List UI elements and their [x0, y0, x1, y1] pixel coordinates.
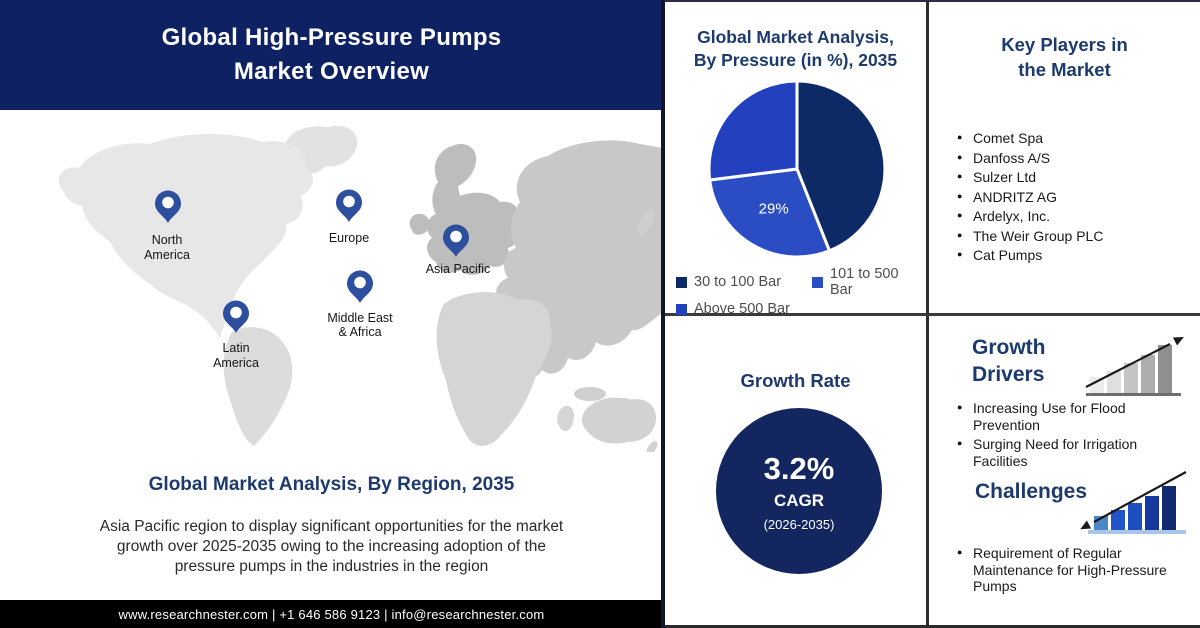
key-players-list	[957, 130, 1187, 267]
legend-item	[676, 266, 812, 298]
list-item: ● Ardelyx, Inc.	[957, 208, 1187, 225]
region-analysis-body: Asia Pacific region to display significant opportunities for the market growth over 2025-2035 owing to the increasing adoption of the pressure pumps in the industries in the region	[99, 518, 564, 575]
icon-bar	[1090, 377, 1104, 393]
list-item: ● Requirement of Regular Maintenance for High-Pressure Pumps	[957, 545, 1177, 595]
legend-label: 101 to 500 Bar	[830, 266, 899, 298]
icon-bar	[1094, 516, 1108, 530]
legend-item	[812, 266, 924, 298]
pie-chart	[692, 64, 902, 274]
continent-north-america	[59, 134, 313, 338]
growth-bars-baseline	[1086, 393, 1181, 396]
world-map	[0, 112, 663, 452]
map-region-label-north-america: America	[144, 248, 190, 262]
footer-bar	[0, 600, 663, 628]
challenges-bars-baseline	[1088, 530, 1186, 534]
icon-bar	[1107, 371, 1121, 393]
map-pin-europe	[336, 190, 362, 223]
list-item: ● Increasing Use for Flood Prevention	[957, 400, 1165, 433]
map-region-label-europe: Europe	[328, 231, 370, 245]
growth-rate-circle	[716, 408, 882, 574]
legend-label: Above 500 Bar	[694, 301, 790, 317]
island-new-zealand	[644, 439, 660, 452]
list-item: ● Surging Need for Irrigation Facilities	[957, 436, 1165, 469]
continent-africa	[437, 292, 552, 446]
pie-chart-heading-line-1: Global Market Analysis,	[697, 27, 894, 47]
icon-bar	[1111, 510, 1125, 530]
pie-chart-heading-line-2: By Pressure (in %), 2035	[693, 50, 898, 70]
growth-drivers-heading-line-2: Drivers	[972, 363, 1045, 386]
map-region-label-asia-pacific: Asia Pacific	[425, 262, 491, 276]
island-madagascar	[557, 406, 574, 431]
map-pin-middle-east-africa	[347, 271, 373, 304]
list-item: ● The Weir Group PLC	[957, 228, 1187, 245]
pie-chart-legend	[676, 266, 924, 317]
legend-label: 30 to 100 Bar	[694, 274, 782, 290]
icon-bar	[1128, 503, 1142, 530]
growth-bars-icon	[1090, 345, 1172, 393]
island-britain	[410, 214, 430, 235]
main-title-banner	[0, 0, 663, 110]
icon-bar	[1124, 363, 1138, 393]
main-title-line-2: Market Overview	[233, 58, 430, 85]
growth-drivers-heading-line-1: Growth	[972, 336, 1046, 359]
legend-swatch	[812, 277, 823, 288]
footer-contact-text: www.researchnester.com | +1 646 586 9123 | info@researchnester.com	[118, 606, 545, 622]
cagr-label: CAGR	[773, 490, 825, 510]
icon-bar	[1158, 345, 1172, 393]
continent-australia	[582, 398, 656, 444]
list-item: ● Cat Pumps	[957, 247, 1187, 264]
region-analysis-heading: Global Market Analysis, By Region, 2035	[148, 474, 515, 495]
map-region-label-north-america: North	[151, 233, 183, 247]
map-region-label-latin-america: Latin	[222, 341, 250, 355]
map-region-label-middle-east-africa: Middle East	[327, 311, 393, 325]
growth-drivers-heading	[972, 334, 1092, 388]
icon-bar	[1145, 496, 1159, 530]
location-pin-hole	[343, 196, 355, 208]
legend-swatch	[676, 304, 687, 315]
icon-bar	[1162, 486, 1176, 530]
key-players-heading	[929, 32, 1200, 82]
legend-item	[676, 301, 812, 317]
growth-rate-heading: Growth Rate	[740, 370, 851, 391]
map-region-label-middle-east-africa: & Africa	[338, 325, 382, 339]
legend-swatch	[676, 277, 687, 288]
growth-drivers-list	[957, 400, 1165, 472]
islands-southeast-asia	[574, 387, 606, 401]
pie-slice-above-500-bar	[709, 81, 797, 180]
list-item: ● Danfoss A/S	[957, 150, 1187, 167]
list-item: ● Sulzer Ltd	[957, 169, 1187, 186]
cagr-period: (2026-2035)	[763, 516, 835, 532]
location-pin-hole	[354, 277, 366, 289]
challenges-list	[957, 545, 1177, 598]
icon-bar	[1141, 355, 1155, 393]
challenges-bars-icon	[1094, 486, 1176, 530]
location-pin-hole	[450, 231, 462, 243]
list-item: ● ANDRITZ AG	[957, 189, 1187, 206]
location-pin-hole	[230, 307, 242, 319]
top-border-right-panel	[665, 0, 1200, 2]
list-item: ● Comet Spa	[957, 130, 1187, 147]
main-title-line-1: Global High-Pressure Pumps	[161, 24, 502, 51]
cagr-value: 3.2%	[763, 450, 835, 486]
key-players-heading-line-2: the Market	[1018, 59, 1111, 80]
challenges-heading: Challenges	[975, 480, 1088, 503]
key-players-heading-line-1: Key Players in	[1001, 34, 1128, 55]
map-region-label-latin-america: America	[213, 356, 259, 370]
pie-data-label: 29%	[758, 200, 789, 218]
location-pin-hole	[162, 197, 174, 209]
